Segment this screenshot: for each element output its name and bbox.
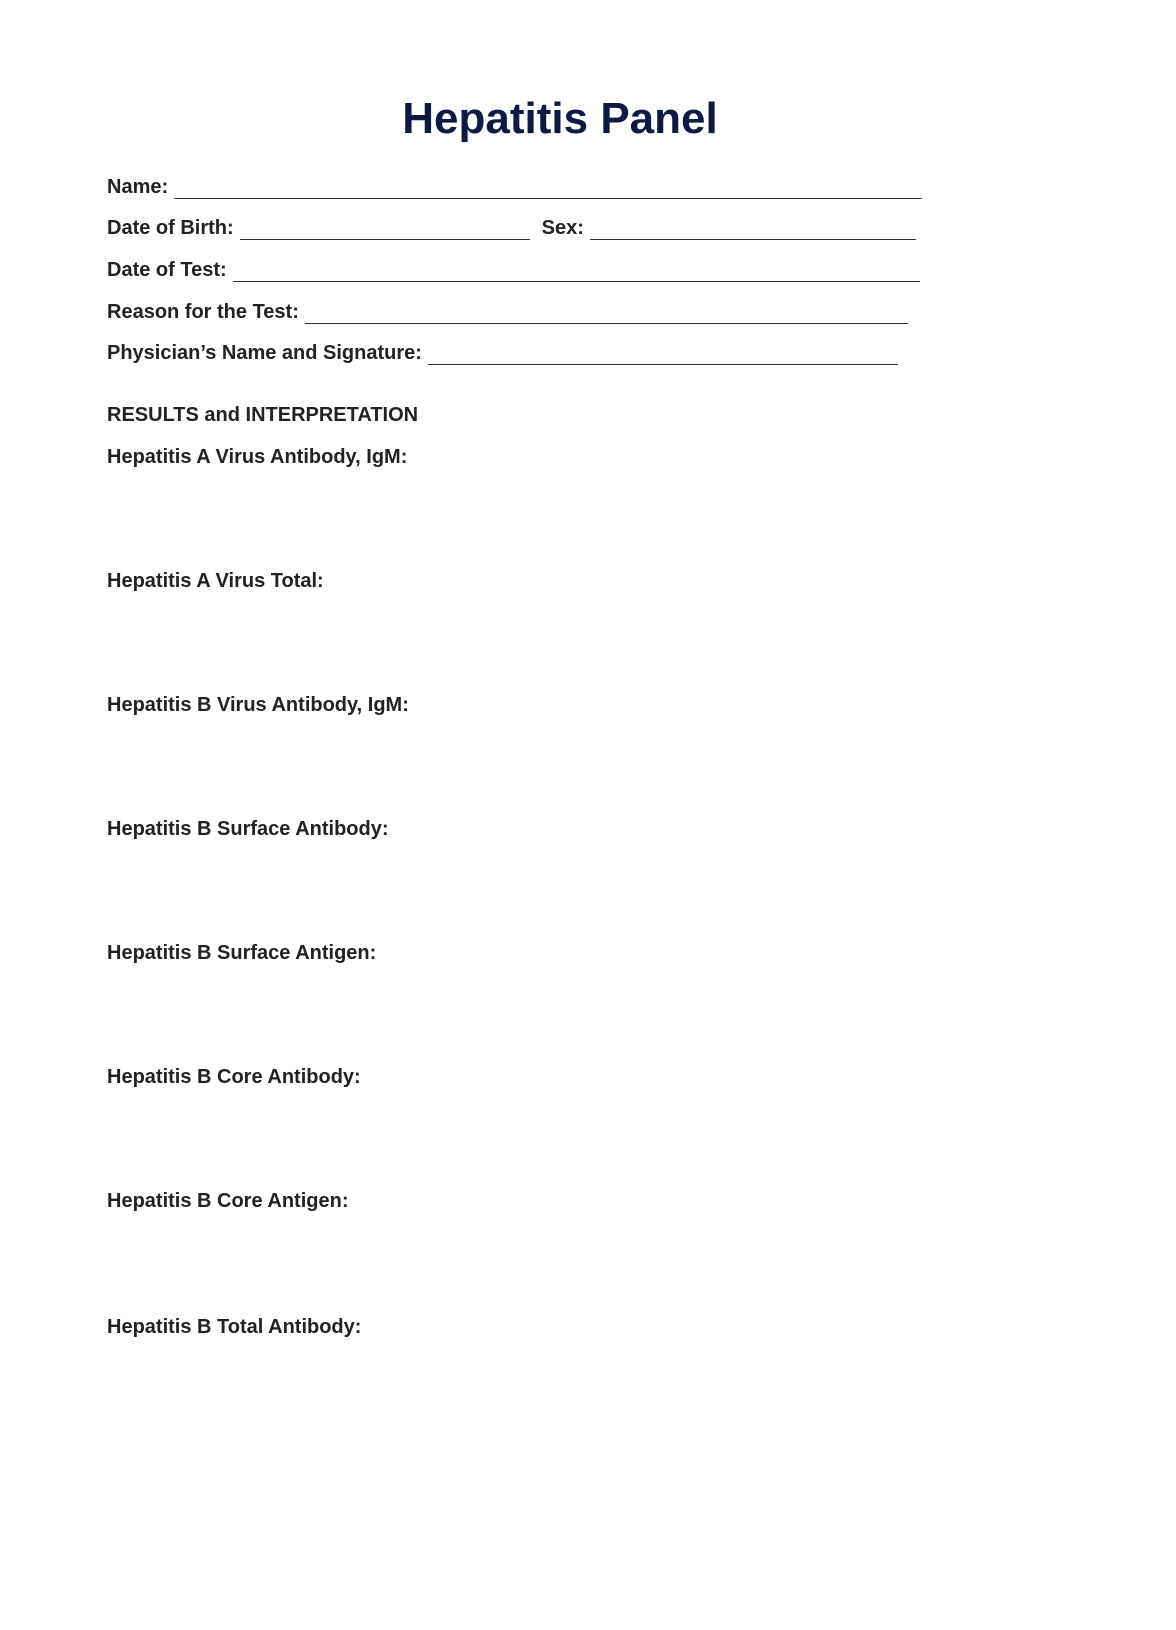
section-hbs-antibody: Hepatitis B Surface Antibody: xyxy=(107,818,389,840)
date-of-test-row xyxy=(107,256,920,282)
section-hb-total-antibody: Hepatitis B Total Antibody: xyxy=(107,1316,362,1338)
section-hbc-antibody: Hepatitis B Core Antibody: xyxy=(107,1066,361,1088)
date-of-test-field[interactable] xyxy=(233,261,920,282)
name-label: Name: xyxy=(107,176,169,198)
sex-field[interactable] xyxy=(590,219,916,240)
physician-field[interactable] xyxy=(428,344,898,365)
dob-field[interactable] xyxy=(240,219,530,240)
reason-field[interactable] xyxy=(305,303,908,324)
name-row xyxy=(107,173,922,199)
section-hav-total: Hepatitis A Virus Total: xyxy=(107,570,324,592)
dob-label: Date of Birth: xyxy=(107,217,234,239)
reason-label: Reason for the Test: xyxy=(107,301,299,323)
results-heading: RESULTS and INTERPRETATION xyxy=(107,404,419,426)
sex-label: Sex: xyxy=(541,217,584,239)
section-hbc-antigen: Hepatitis B Core Antigen: xyxy=(107,1190,349,1212)
section-hav-igm: Hepatitis A Virus Antibody, IgM: xyxy=(107,446,408,468)
physician-row xyxy=(107,339,898,365)
reason-row xyxy=(107,298,908,324)
section-hbv-igm: Hepatitis B Virus Antibody, IgM: xyxy=(107,694,409,716)
section-hbs-antigen: Hepatitis B Surface Antigen: xyxy=(107,942,377,964)
physician-label: Physician’s Name and Signature: xyxy=(107,342,422,364)
page-title: Hepatitis Panel xyxy=(402,94,718,143)
name-field[interactable] xyxy=(174,178,922,199)
dob-sex-row xyxy=(107,214,916,240)
date-of-test-label: Date of Test: xyxy=(107,259,227,281)
